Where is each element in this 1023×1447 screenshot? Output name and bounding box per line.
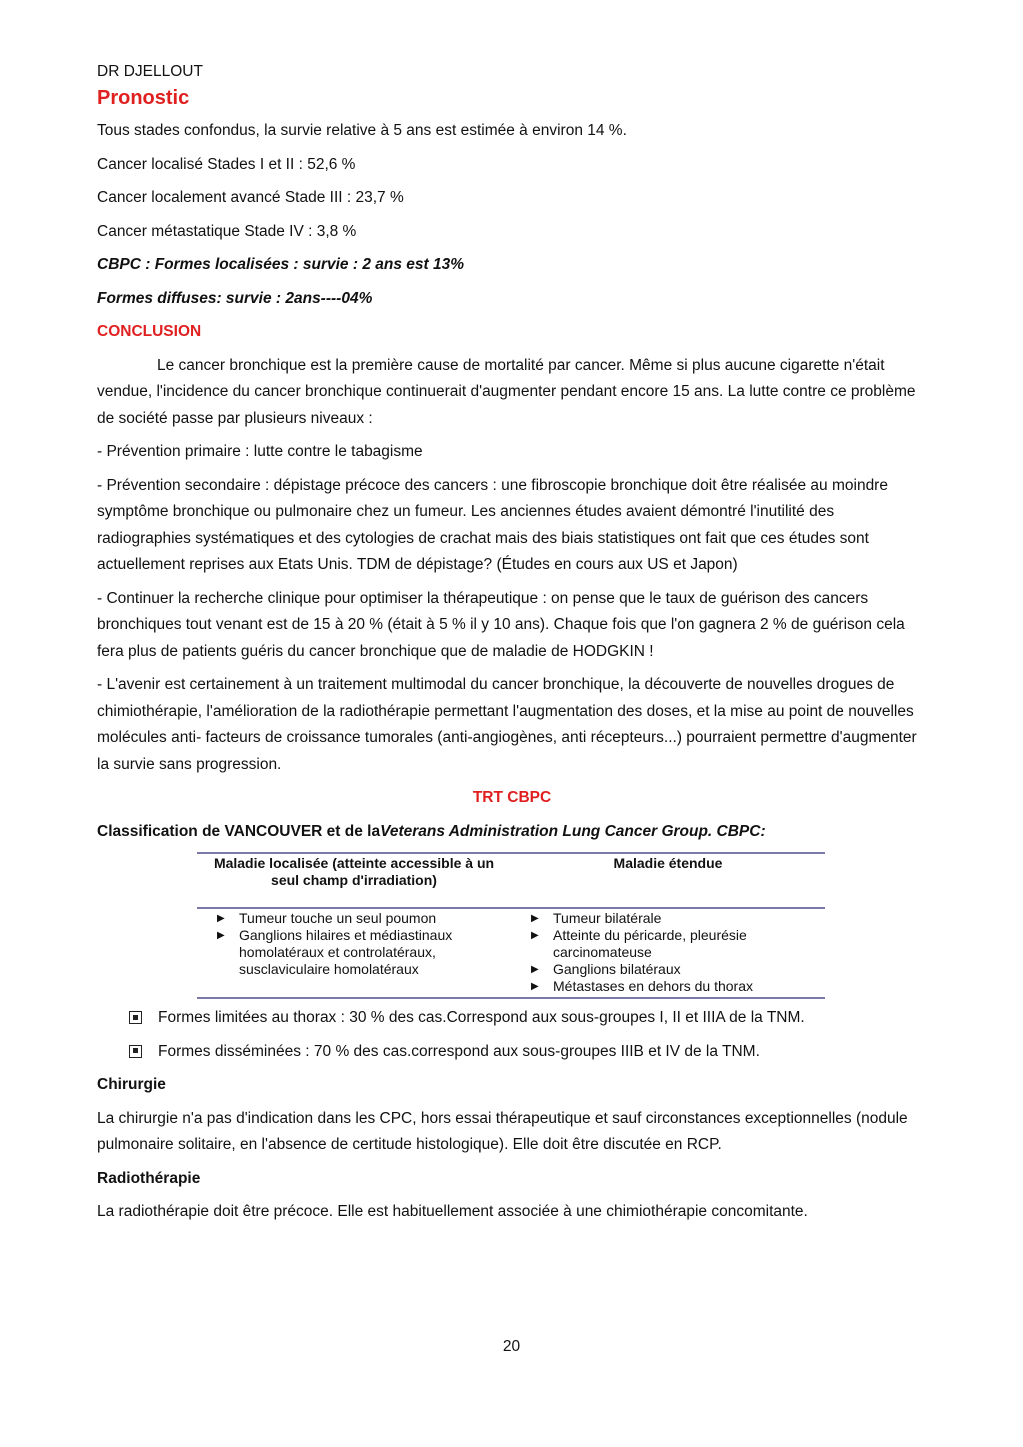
- triangle-bullet-icon: ▶: [217, 913, 225, 924]
- pronostic-line: Tous stades confondus, la survie relative à 5 ans est estimée à environ 14 %.: [97, 122, 627, 139]
- table-item: ▶ Atteinte du péricarde, pleurésie carcinomateuse: [531, 927, 747, 960]
- page-number: 20: [502, 1338, 521, 1355]
- conclusion-point: - L'avenir est certainement à un traitement multimodal du cancer bronchique, la découverte de nouvelles drogues de chimiothérapie, l'amélioration de la radiothérapie permettant l'augmentation des doses, et la mise au point de nouvelles molécules anti- facteurs de croissance tumorales (anti-angiogènes, anti récepteurs...) pourraient permettre d'augmenter la survie sans progression.: [97, 676, 917, 773]
- section-title-radiotherapie: Radiothérapie: [97, 1169, 201, 1187]
- pronostic-line: Cancer métastatique Stade IV : 3,8 %: [97, 222, 357, 240]
- section-title-trt-cbpc: TRT CBPC: [472, 789, 552, 806]
- conclusion-intro: Le cancer bronchique est la première cause de mortalité par cancer. Même si plus aucune cigarette n'était vendue, l'incidence du cancer bronchique continuerait d'augmenter pendant encore 15 ans. La lutte contre ce problème de société passe par plusieurs niveaux :: [97, 356, 916, 427]
- section-title-pronostic: Pronostic: [97, 87, 190, 109]
- conclusion-point: - Prévention primaire : lutte contre le tabagisme: [97, 443, 423, 460]
- checkbox-bullet-icon: [129, 1011, 142, 1024]
- author-header: DR DJELLOUT: [97, 63, 203, 80]
- table-header-localized: Maladie localisée (atteinte accessible à un seul champ d'irradiation): [197, 854, 511, 909]
- section-title-conclusion: CONCLUSION: [97, 323, 202, 340]
- checklist-item: Formes limitées au thorax : 30 % des cas.Correspond aux sous-groupes I, II et IIIA de la TNM.: [129, 1005, 927, 1032]
- classification-table: [197, 852, 825, 999]
- table-item: ▶ Ganglions hilaires et médiastinaux homolatéraux et controlatéraux, susclaviculaire homolatéraux: [217, 927, 453, 977]
- table-item: ▶ Tumeur bilatérale: [531, 910, 662, 926]
- table-column-localized: [197, 854, 511, 997]
- cbpc-survival-line: CBPC : Formes localisées : survie : 2 ans est 13%: [97, 256, 464, 273]
- table-header-extended: Maladie étendue: [511, 854, 825, 909]
- section-title-chirurgie: Chirurgie: [97, 1076, 166, 1093]
- table-column-extended: [511, 854, 825, 997]
- document-page: [97, 60, 927, 1233]
- checklist-item: Formes disséminées : 70 % des cas.correspond aux sous-groupes IIIB et IV de la TNM.: [129, 1039, 927, 1066]
- diffuse-survival-line: Formes diffuses: survie : 2ans----04%: [97, 289, 373, 307]
- triangle-bullet-icon: ▶: [531, 930, 539, 941]
- conclusion-point: - Prévention secondaire : dépistage précoce des cancers : une fibroscopie bronchique doit être réalisée au moindre symptôme bronchique ou pulmonaire chez un fumeur. Les anciennes études avaient démontré l'inutilité des radiographies systématiques et des cytologies de crachat mais des biais statistiques ont fait que ces études sont actuellement reprises aux Etats Unis. TDM de dépistage? (Études en cours aux US et Japon): [97, 476, 888, 573]
- triangle-bullet-icon: ▶: [531, 981, 539, 992]
- triangle-bullet-icon: ▶: [531, 913, 539, 924]
- classification-prefix: Classification de VANCOUVER et de la: [97, 822, 381, 840]
- classification-heading: [97, 819, 927, 846]
- table-item: ▶ Ganglions bilatéraux: [531, 961, 681, 977]
- conclusion-point: - Continuer la recherche clinique pour optimiser la thérapeutique : on pense que le taux de guérison des cancers bronchiques tout venant est de 15 à 20 % (était à 5 % il y 10 ans). Chaque fois que l'on gagnera 2 % de guérison cela fera plus de patients guéris du cancer bronchique que de maladie de HODGKIN !: [97, 589, 905, 660]
- classification-italic: Veterans Administration Lung Cancer Group. CBPC:: [380, 822, 766, 840]
- radiotherapie-text: La radiothérapie doit être précoce. Elle est habituellement associée à une chimiothérapie concomitante.: [97, 1203, 808, 1220]
- pronostic-line: Cancer localement avancé Stade III : 23,7 %: [97, 189, 404, 206]
- table-item: ▶ Tumeur touche un seul poumon: [217, 910, 437, 926]
- triangle-bullet-icon: ▶: [531, 964, 539, 975]
- checkbox-bullet-icon: [129, 1045, 142, 1058]
- pronostic-line: Cancer localisé Stades I et II : 52,6 %: [97, 155, 356, 173]
- table-item: ▶ Métastases en dehors du thorax: [531, 978, 754, 994]
- triangle-bullet-icon: ▶: [217, 930, 225, 941]
- chirurgie-text: La chirurgie n'a pas d'indication dans les CPC, hors essai thérapeutique et sauf circonstances exceptionnelles (nodule pulmonaire solitaire, en l'absence de certitude histologique). Elle doit être discutée en RCP.: [97, 1109, 908, 1153]
